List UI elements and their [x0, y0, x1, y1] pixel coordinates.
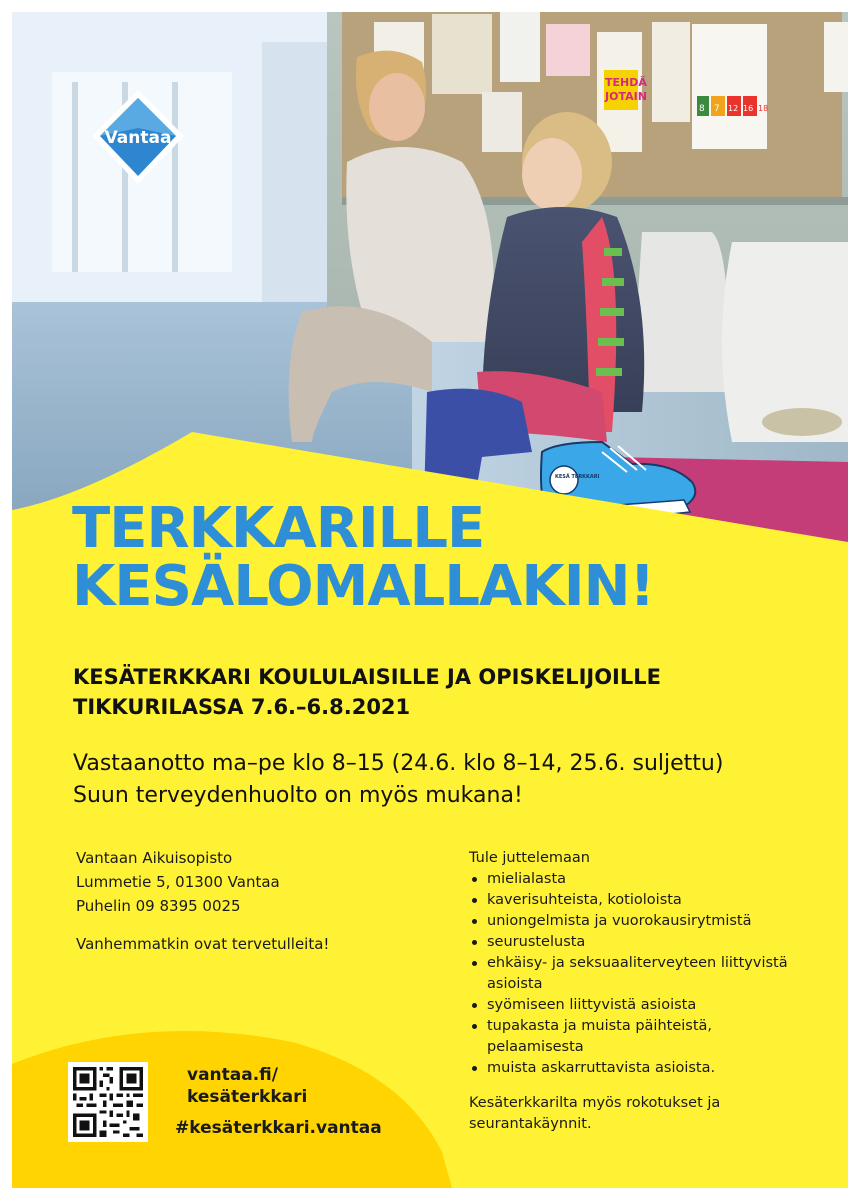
list-item: uniongelmista ja vuorokausirytmistä: [469, 911, 809, 932]
poster: [12, 12, 848, 1188]
headline-line-2: KESÄLOMALLAKIN!: [72, 554, 655, 619]
shoe-label-text: KESÄ TERKKARI: [555, 474, 600, 480]
subheading-line-2: TIKKURILASSA 7.6.–6.8.2021: [73, 695, 411, 719]
qr-code-icon: [73, 1067, 143, 1137]
list-item: syömiseen liittyvistä asioista: [469, 995, 809, 1016]
opening-hours-line-2: Suun terveydenhuolto on myös mukana!: [73, 783, 523, 808]
address-place: Vantaan Aikuisopisto: [76, 849, 233, 867]
topics-list: [469, 869, 809, 1079]
headline-line-1: TERKKARILLE: [72, 496, 485, 561]
calendar-number-4: 16: [743, 104, 754, 113]
website-link-line-2: kesäterkkari: [187, 1087, 308, 1107]
list-item: muista askarruttavista asioista.: [469, 1058, 809, 1079]
calendar-number-2: 7: [714, 104, 720, 114]
subheading-line-1: KESÄTERKKARI KOULULAISILLE JA OPISKELIJOILLE: [73, 665, 661, 689]
list-item: kaverisuhteista, kotioloista: [469, 890, 809, 911]
topics-block: [469, 848, 809, 1135]
list-item: ehkäisy- ja seksuaaliterveyteen liittyvistä asioista: [469, 953, 809, 995]
logo-text: Vantaa: [104, 128, 172, 148]
list-item: mielialasta: [469, 869, 809, 890]
calendar-number-5: 18: [758, 104, 769, 113]
address-street: Lummetie 5, 01300 Vantaa: [76, 873, 280, 891]
topics-intro: Tule juttelemaan: [469, 850, 590, 866]
calendar-number-3: 12: [728, 104, 739, 113]
vaccinations-note: Kesäterkkarilta myös rokotukset ja seurantakäynnit.: [469, 1095, 721, 1132]
website-link-line-1: vantaa.fi/: [187, 1065, 278, 1085]
list-item: seurustelusta: [469, 932, 809, 953]
list-item: tupakasta ja muista päihteistä, pelaamisesta: [469, 1016, 809, 1058]
hashtag[interactable]: #kesäterkkari.vantaa: [175, 1118, 382, 1138]
calendar-number-1: 8: [699, 104, 705, 114]
parents-note: Vanhemmatkin ovat tervetulleita!: [76, 935, 330, 953]
website-link[interactable]: [187, 1064, 307, 1108]
opening-hours-line-1: Vastaanotto ma–pe klo 8–15 (24.6. klo 8–14, 25.6. suljettu): [73, 751, 724, 776]
qr-code[interactable]: [68, 1062, 148, 1142]
address-phone: Puhelin 09 8395 0025: [76, 897, 241, 915]
address-block: [76, 846, 280, 918]
wall-sign-text-2: JOTAIN: [605, 90, 647, 103]
wall-sign-text-1: TEHDÄ: [605, 76, 647, 89]
